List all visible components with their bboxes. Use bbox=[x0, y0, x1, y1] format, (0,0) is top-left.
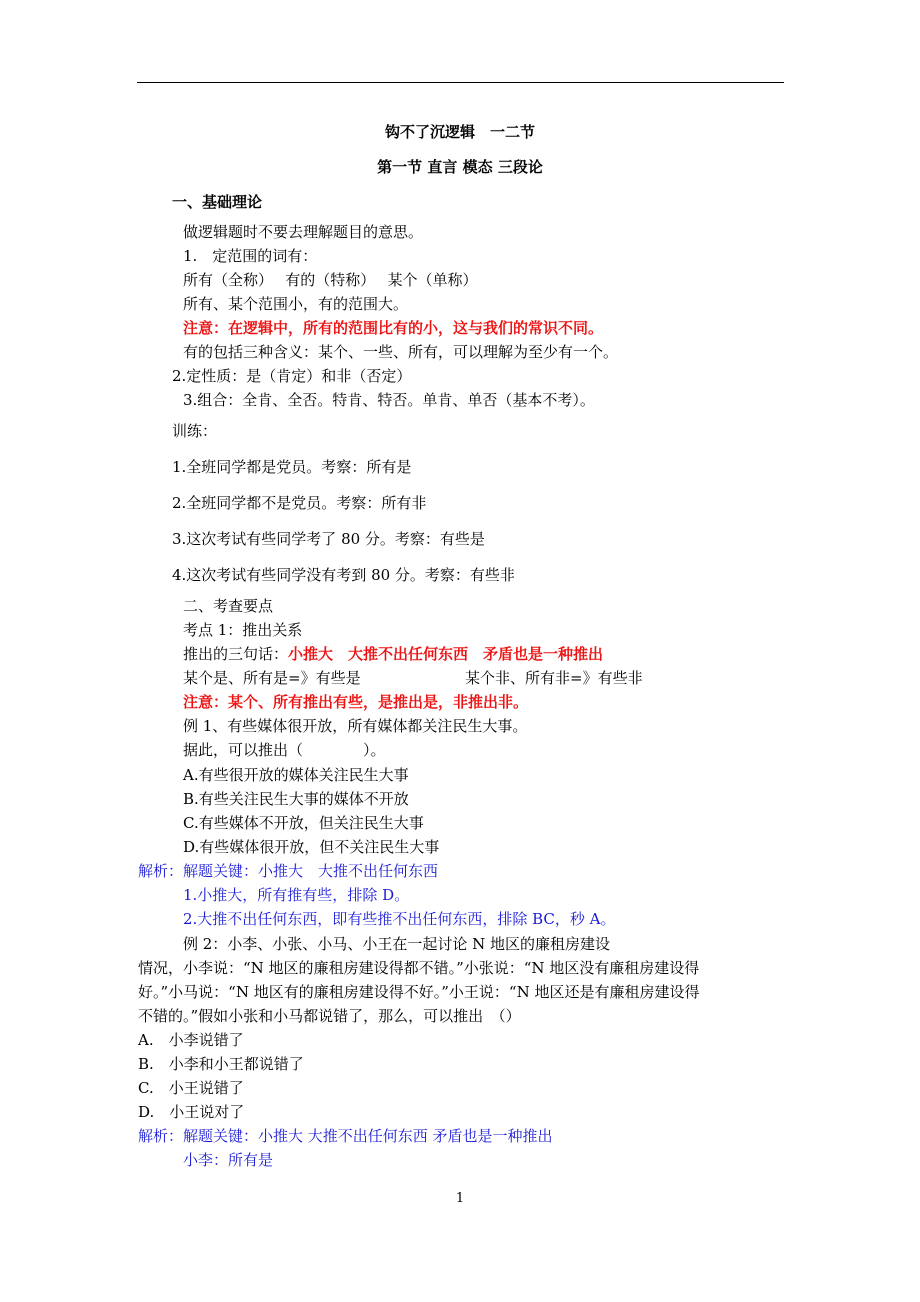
example2-stem: 不错的。”假如小张和小马都说错了，那么，可以推出 （） bbox=[138, 1007, 521, 1025]
header-rule bbox=[137, 82, 784, 83]
three-sentences-emphasis: 小推大 大推不出任何东西 矛盾也是一种推出 bbox=[288, 645, 604, 663]
three-sentences-prefix: 推出的三句话： bbox=[183, 645, 289, 663]
example1-option: B.有些关注民生大事的媒体不开放 bbox=[183, 790, 409, 808]
intro-text: 做逻辑题时不要去理解题目的意思。 bbox=[183, 223, 424, 241]
training-item: 3.这次考试有些同学考了 80 分。考察：有些是 bbox=[172, 530, 485, 548]
item2-text: 2.定性质：是（肯定）和非（否定） bbox=[172, 367, 412, 385]
example2-option: D. 小王说对了 bbox=[138, 1103, 245, 1121]
point1-text: 考点 1：推出关系 bbox=[183, 621, 303, 639]
training-item: 2.全班同学都不是党员。考察：所有非 bbox=[172, 494, 427, 512]
item3-text: 3.组合：全肯、全否。特肯、特否。单肯、单否（基本不考）。 bbox=[183, 391, 595, 409]
example1-option: C.有些媒体不开放，但关注民生大事 bbox=[183, 814, 424, 832]
range-text: 所有、某个范围小，有的范围大。 bbox=[183, 295, 409, 313]
rule-b-text: 某个非、所有非=》有些非 bbox=[465, 669, 643, 687]
example2-stem: 情况，小李说：“N 地区的廉租房建设得都不错。”小张说：“N 地区没有廉租房建设得 bbox=[138, 959, 700, 977]
section1-heading: 一、基础理论 bbox=[172, 193, 263, 211]
document-title: 钩不了沉逻辑 一二节 bbox=[384, 123, 535, 141]
section2-heading: 二、考查要点 bbox=[183, 597, 274, 615]
example2-analysis: 解析：解题关键：小推大 大推不出任何东西 矛盾也是一种推出 bbox=[138, 1127, 553, 1145]
range-words-text: 所有（全称） 有的（特称） 某个（单称） bbox=[183, 271, 478, 289]
example2-option: A. 小李说错了 bbox=[138, 1031, 244, 1049]
training-label: 训练： bbox=[172, 422, 218, 440]
rule-a-text: 某个是、所有是=》有些是 bbox=[183, 669, 361, 687]
note-text: 注意：在逻辑中，所有的范围比有的小，这与我们的常识不同。 bbox=[183, 319, 604, 337]
example1-option: D.有些媒体很开放，但不关注民生大事 bbox=[183, 838, 440, 856]
example1-step2: 2.大推不出任何东西，即有些推不出任何东西，排除 BC，秒 A。 bbox=[183, 910, 616, 928]
example1-option: A.有些很开放的媒体关注民生大事 bbox=[183, 766, 409, 784]
example2-option: B. 小李和小王都说错了 bbox=[138, 1055, 304, 1073]
example2-stem: 好。”小马说：“N 地区有的廉租房建设得不好。”小王说：“N 地区还是有廉租房建设得 bbox=[138, 983, 700, 1001]
section-subtitle: 第一节 直言 模态 三段论 bbox=[377, 158, 543, 176]
page-number: 1 bbox=[455, 1191, 465, 1206]
training-item: 4.这次考试有些同学没有考到 80 分。考察：有些非 bbox=[172, 566, 515, 584]
example1-stem: 例 1、有些媒体很开放，所有媒体都关注民生大事。 bbox=[183, 717, 528, 735]
example1-ask: 据此，可以推出（ ）。 bbox=[183, 741, 386, 759]
three-sentences bbox=[183, 644, 603, 664]
note2-text: 注意：某个、所有推出有些，是推出是，非推出非。 bbox=[183, 693, 529, 711]
example1-step1: 1.小推大，所有推有些，排除 D。 bbox=[183, 886, 410, 904]
training-item: 1.全班同学都是党员。考察：所有是 bbox=[172, 458, 412, 476]
example2-option: C. 小王说错了 bbox=[138, 1079, 244, 1097]
meaning-text: 有的包括三种含义：某个、一些、所有，可以理解为至少有一个。 bbox=[183, 343, 619, 361]
item1-text: 1. 定范围的词有： bbox=[183, 247, 318, 265]
xiaoli-text: 小李：所有是 bbox=[183, 1151, 274, 1169]
example2-stem: 例 2：小李、小张、小马、小王在一起讨论 N 地区的廉租房建设 bbox=[183, 935, 610, 953]
example1-analysis: 解析：解题关键：小推大 大推不出任何东西 bbox=[138, 862, 439, 880]
